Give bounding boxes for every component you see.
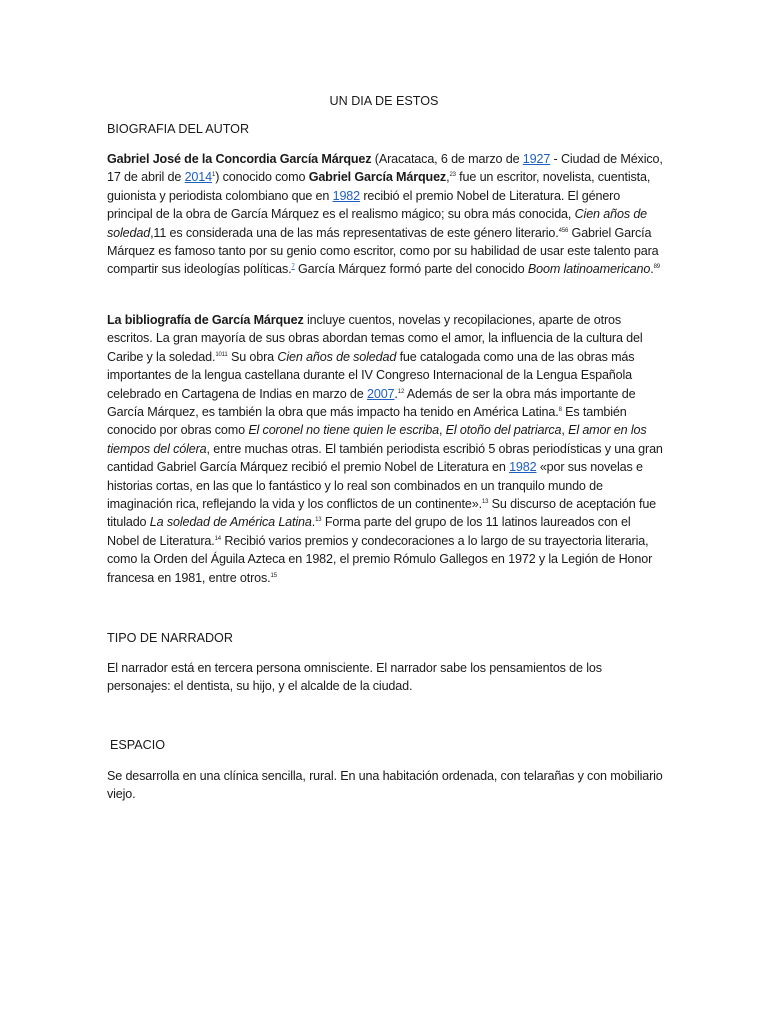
footnote-ref[interactable]: 15 xyxy=(270,572,277,579)
italic-title: Boom latinoamericano xyxy=(527,262,651,277)
document-title: UN DIA DE ESTOS xyxy=(329,94,439,108)
italic-title: Cien años de soledad xyxy=(277,349,397,364)
footnote-ref[interactable]: 13 xyxy=(481,499,489,506)
espacio-heading: ESPACIO xyxy=(110,738,166,752)
biografia-paragraph-2: La bibliografía de García Márquez incluye cuentos, novelas y recopilaciones, aparte de otros escritos. La gran mayoría de sus obras abordan temas como el amor, la influencia de la cultura del Caribe y la soledad.$^{1011}$ Su obra Cien años de soledad fue catalogada como una de las obras más importantes de la lengua castellana durante el IV Congreso Internacional de la Lengua Española celebrado en Cartagena de Indias en marzo de 2007.12 Además de ser la obra más importante de García Márquez, es también la obra que más impacto ha tenido en América Latina.$^8$ Es también conocido por obras como El coronel no tiene quien le escriba, El otoño del patriarca, El amor en los tiempos del cólera, entre muchas otras. El también periodista escribió 5 obras periodísticas y una gran cantidad Gabriel García Márquez recibió el premio Nobel de Literatura en 1982 «por sus novelas e historias cortas, en las que lo fantástico y lo real son combinados en un tranquilo mundo de imaginación rica, reflejando la vida y los conflictos de un continente».$^{13}$ Su discurso de aceptación fue titulado La soledad de América Latina.$^{13}$ Forma parte del grupo de los 11 latinos laureados con el Nobel de Literatura.$^{14}$ Recibió varios premios y condecoraciones a lo largo de su trayectoria literaria, como la Orden del Águila Azteca en 1982, el premio Rómulo Gallegos en 1972 y la Legión de Honor francesa en 1981, entre otros.$^{15}$ xyxy=(107,313,663,585)
footnote-ref[interactable]: 1011 xyxy=(215,351,228,358)
footnote-ref[interactable]: 13 xyxy=(315,517,322,524)
author-short-name: Gabriel García Márquez xyxy=(308,170,447,185)
biografia-paragraph-1: Gabriel José de la Concordia García Márquez (Aracataca, 6 de marzo de 1927 - Ciudad de México, 17 de abril de 2014$^1$) conocido como Gabriel García Márquez,$^{23}$ fue un escritor, novelista, cuentista, guionista y periodista colombiano que en 1982 recibió el premio Nobel de Literatura. El género principal de la obra de García Márquez es el realismo mágico; su obra más conocida, Cien años de soledad,11 es considerada una de las más representativas de este género literario.$^{456}$ Gabriel García Márquez es famoso tanto por su genio como escritor, como por su habilidad de usar este talento para compartir sus ideologías políticas.$^7$ García Márquez formó parte del conocido Boom latinoamericano.$^{89}$ xyxy=(107,152,663,277)
link-1927[interactable]: 1927 xyxy=(522,152,551,166)
bold-phrase: La bibliografía de García Márquez xyxy=(107,313,304,327)
italic-title: Cien años de soledad xyxy=(107,207,648,240)
footnote-ref[interactable]: 456 xyxy=(558,227,569,234)
narrador-paragraph: El narrador está en tercera persona omnisciente. El narrador sabe los pensamientos de los personajes: el dentista, su hijo, y el alcalde de la ciudad. xyxy=(107,661,602,694)
italic-title: La soledad de América Latina xyxy=(149,515,312,530)
footnote-ref[interactable]: 23 xyxy=(449,172,456,179)
footnote-ref[interactable]: 8 xyxy=(558,407,562,414)
link-2014[interactable]: 2014 xyxy=(184,170,212,185)
link-1982[interactable]: 1982 xyxy=(509,460,537,475)
footnote-ref[interactable]: 1 xyxy=(212,172,216,179)
italic-title: El coronel no tiene quien le escriba xyxy=(248,423,439,438)
footnote-ref-link[interactable]: 7 xyxy=(291,264,295,271)
footnote-ref[interactable]: 14 xyxy=(214,535,221,542)
link-2007[interactable]: 2007 xyxy=(367,386,395,401)
link-1982[interactable]: 1982 xyxy=(332,188,361,203)
footnote-ref[interactable]: 12 xyxy=(397,388,405,395)
italic-title: El amor en los tiempos del cólera xyxy=(107,423,647,456)
author-name: Gabriel José de la Concordia García Márquez xyxy=(107,152,372,166)
narrador-heading: TIPO DE NARRADOR xyxy=(107,631,233,645)
espacio-paragraph: Se desarrolla en una clínica sencilla, rural. En una habitación ordenada, con telarañas y con mobiliario viejo. xyxy=(107,769,663,802)
italic-title: El otoño del patriarca xyxy=(445,423,562,438)
footnote-ref[interactable]: 89 xyxy=(653,264,660,271)
biografia-heading: BIOGRAFIA DEL AUTOR xyxy=(107,122,250,136)
